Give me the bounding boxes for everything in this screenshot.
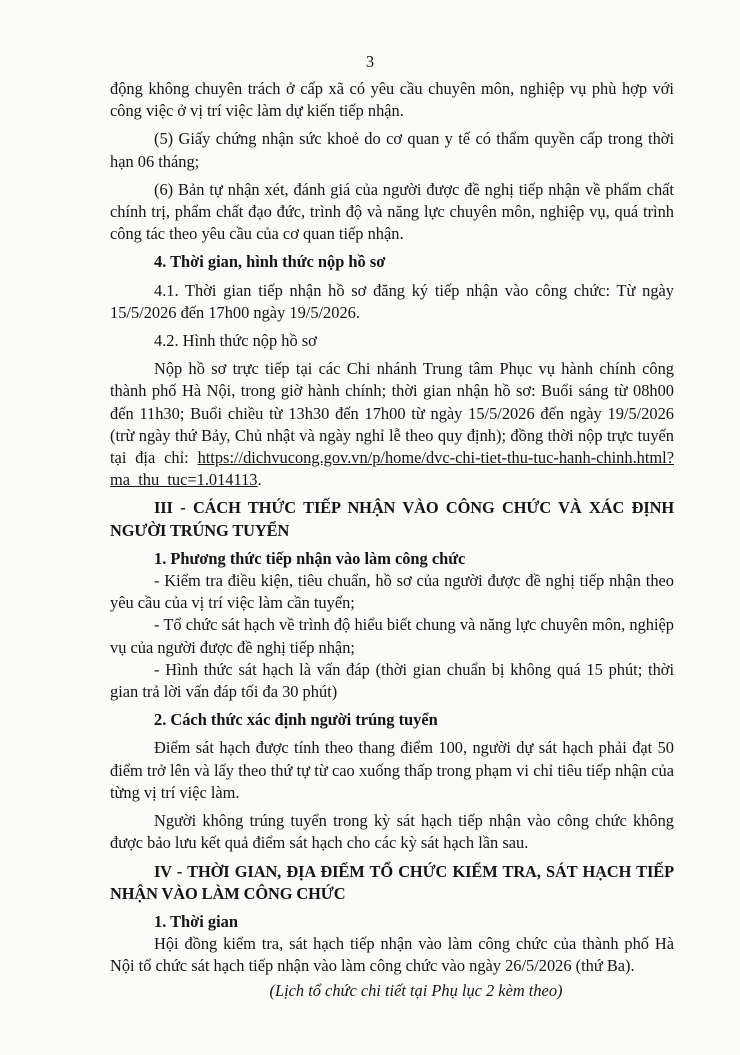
paragraph-note: (Lịch tổ chức chi tiết tại Phụ lục 2 kèm theo) — [269, 980, 563, 1000]
heading-section-iv: IV - THỜI GIAN, ĐỊA ĐIỂM TỔ CHỨC KIỂM TRA, SÁT HẠCH TIẾP NHẬN VÀO LÀM CÔNG CHỨC — [110, 861, 674, 903]
bullet-3: - Hình thức sát hạch là vấn đáp (thời gian chuẩn bị không quá 15 phút; thời gian trả lời vấn đáp tối đa 30 phút) — [110, 659, 674, 702]
heading-section-iii-1: 1. Phương thức tiếp nhận vào làm công chức — [154, 548, 466, 568]
document-body — [110, 78, 674, 1002]
online-submission-link[interactable]: https://dichvucong.gov.vn/p/home/dvc-chi-tiet-thu-tuc-hanh-chinh.html?ma_thu_tuc=1.014113 — [110, 448, 674, 490]
heading-section-iii-2: 2. Cách thức xác định người trúng tuyển — [154, 710, 438, 730]
paragraph-exam-time: Hội đồng kiểm tra, sát hạch tiếp nhận vào làm công chức của thành phố Hà Nội tổ chức sát hạch tiếp nhận vào làm công chức vào ngày 26/5/2026 (thứ Ba). — [110, 934, 674, 976]
page-number: 3 — [365, 52, 375, 71]
bullet-2: - Tổ chức sát hạch về trình độ hiểu biết chung và năng lực chuyên môn, nghiệp vụ của người được đề nghị tiếp nhận; — [110, 615, 674, 657]
submission-text-end: . — [257, 470, 262, 490]
submission-text: Nộp hồ sơ trực tiếp tại các Chi nhánh Trung tâm Phục vụ hành chính công thành phố Hà Nội, trong giờ hành chính; thời gian nhận hồ sơ: Buổi sáng từ 08h00 đến 11h30; Buổi chiều từ 13h30 đến 17h00 từ ngày 15/5/2026 đến ngày 19/5/2026 (trừ ngày thứ Bảy, Chủ nhật và ngày nghỉ lễ theo quy định); đồng thời nộp trực tuyến tại địa chỉ: — [110, 359, 674, 468]
paragraph-4-2: 4.2. Hình thức nộp hồ sơ — [154, 331, 317, 351]
heading-section-iv-1: 1. Thời gian — [154, 911, 238, 931]
bullet-1: - Kiểm tra điều kiện, tiêu chuẩn, hồ sơ của người được đề nghị tiếp nhận theo yêu cầu của vị trí việc làm cần tuyển; — [110, 571, 674, 613]
paragraph-continuation: động không chuyên trách ở cấp xã có yêu cầu chuyên môn, nghiệp vụ phù hợp với công việc ở vị trí việc làm dự kiến tiếp nhận. — [110, 79, 674, 121]
heading-section-4: 4. Thời gian, hình thức nộp hồ sơ — [154, 252, 386, 272]
paragraph-not-selected: Người không trúng tuyển trong kỳ sát hạch tiếp nhận vào công chức không được bảo lưu kết quả điểm sát hạch cho các kỳ sát hạch lần sau. — [110, 811, 674, 853]
heading-section-iii: III - CÁCH THỨC TIẾP NHẬN VÀO CÔNG CHỨC VÀ XÁC ĐỊNH NGƯỜI TRÚNG TUYỂN — [110, 498, 674, 540]
paragraph-item-5: (5) Giấy chứng nhận sức khoẻ do cơ quan y tế có thẩm quyền cấp trong thời hạn 06 tháng; — [110, 129, 674, 171]
paragraph-4-1: 4.1. Thời gian tiếp nhận hồ sơ đăng ký tiếp nhận vào công chức: Từ ngày 15/5/2026 đến 17h00 ngày 19/5/2026. — [110, 280, 674, 322]
paragraph-score: Điểm sát hạch được tính theo thang điểm 100, người dự sát hạch phải đạt 50 điểm trở lên và lấy theo thứ tự từ cao xuống thấp trong phạm vi chỉ tiêu tiếp nhận của từng vị trí việc làm. — [110, 738, 674, 802]
paragraph-4-2-body — [110, 358, 674, 491]
paragraph-item-6: (6) Bản tự nhận xét, đánh giá của người được đề nghị tiếp nhận về phẩm chất chính trị, phẩm chất đạo đức, trình độ và năng lực chuyên môn, nghiệp vụ, quá trình công tác theo yêu cầu của cơ quan tiếp nhận. — [110, 179, 674, 244]
